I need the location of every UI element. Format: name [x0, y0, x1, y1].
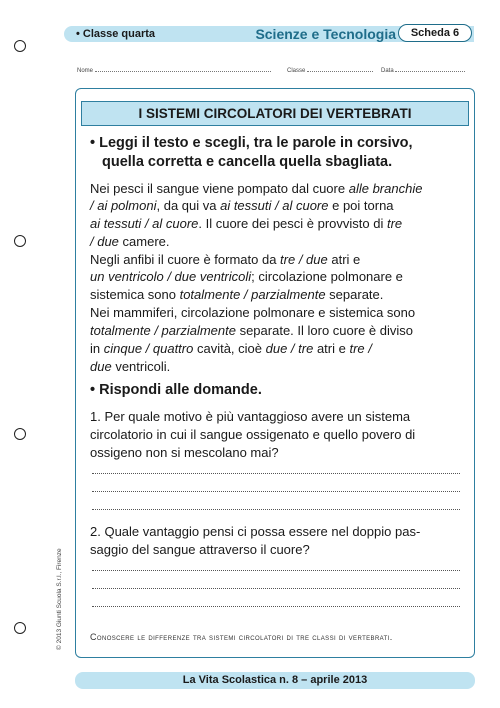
text-span: camere.: [118, 234, 170, 249]
choice-separazione-1[interactable]: totalmente / parzialmente: [179, 287, 326, 302]
date-label: Data: [381, 68, 394, 74]
date-field[interactable]: [381, 66, 465, 74]
choice-ventricoli[interactable]: un ventricolo / due ventricoli: [90, 269, 252, 284]
text-span: , da qui va: [156, 198, 221, 213]
binder-hole-3: [14, 428, 26, 440]
answer-line-1b[interactable]: [92, 491, 460, 492]
question-1-line-3: ossigeno non si mescolano mai?: [90, 445, 279, 460]
instruction-1-line-1: • Leggi il testo e scegli, tra le parole in corsivo,: [90, 135, 413, 151]
answer-line-2c[interactable]: [92, 606, 460, 607]
question-2-line-1: 2. Quale vantaggio pensi ci possa essere nel doppio pas-: [90, 524, 421, 539]
answer-line-2b[interactable]: [92, 588, 460, 589]
paragraph-line-3: [90, 215, 470, 232]
choice-atri[interactable]: due / tre: [265, 341, 314, 356]
text-span: ; circolazione polmonare e: [251, 269, 403, 284]
paragraph-line-7: [90, 286, 470, 303]
paragraph-line-10: [90, 340, 470, 357]
paragraph-line-9: [90, 322, 470, 339]
binder-hole-1: [14, 40, 26, 52]
choice-tre-due-1[interactable]: tre / due: [280, 252, 328, 267]
text-span: sistemica sono: [90, 287, 180, 302]
choice-tre-2[interactable]: tre /: [349, 341, 372, 356]
text-span: . Il cuore dei pesci è provvisto di: [198, 216, 387, 231]
subject-title: Scienze e Tecnologia: [255, 26, 396, 42]
text-span: separate.: [325, 287, 384, 302]
sheet-badge: Scheda 6: [398, 24, 472, 42]
text-span: ventricoli.: [111, 359, 171, 374]
text-span: atri e: [313, 341, 350, 356]
choice-polmoni[interactable]: / ai polmoni: [90, 198, 157, 213]
question-1-line-1: 1. Per quale motivo è più vantaggioso avere un sistema: [90, 409, 411, 424]
binder-hole-4: [14, 622, 26, 634]
instruction-1-line-2: quella corretta e cancella quella sbagliata.: [102, 154, 393, 170]
text-span: separate. Il loro cuore è diviso: [235, 323, 414, 338]
choice-tessuti-cuore-1[interactable]: ai tessuti / al cuore: [220, 198, 329, 213]
text-span: in: [90, 341, 104, 356]
class-label: • Classe quarta: [64, 26, 244, 42]
paragraph-line-1: [90, 180, 470, 197]
class-field-label: Classe: [287, 68, 306, 74]
text-span: cavità, cioè: [193, 341, 266, 356]
learning-goal: Conoscere le differenze tra sistemi circolatori di tre classi di vertebrati.: [90, 632, 393, 642]
text-span: atri e: [327, 252, 361, 267]
choice-due-2[interactable]: due: [90, 359, 112, 374]
choice-branchie[interactable]: alle branchie: [348, 181, 423, 196]
answer-line-2a[interactable]: [92, 570, 460, 571]
name-label: Nome: [77, 68, 94, 74]
paragraph-line-5: [90, 251, 470, 268]
answer-line-1c[interactable]: [92, 509, 460, 510]
question-1-line-2: circolatorio in cui il sangue ossigenato e quello povero di: [90, 427, 416, 442]
binder-hole-2: [14, 235, 26, 247]
text-span: Negli anfibi il cuore è formato da: [90, 252, 281, 267]
name-field[interactable]: [77, 66, 271, 74]
choice-separazione-2[interactable]: totalmente / parzialmente: [90, 323, 236, 338]
text-span: e poi torna: [328, 198, 394, 213]
worksheet-title: I SISTEMI CIRCOLATORI DEI VERTEBRATI: [81, 101, 469, 126]
choice-tre-1[interactable]: tre: [386, 216, 403, 231]
paragraph-line-8: Nei mammiferi, circolazione polmonare e sistemica sono: [90, 305, 416, 320]
question-2-line-2: saggio del sangue attraverso il cuore?: [90, 542, 310, 557]
copyright: © 2013 Giunti Scuola S.r.l., Firenze: [56, 548, 63, 650]
footer: La Vita Scolastica n. 8 – aprile 2013: [75, 672, 475, 689]
paragraph-line-6: [90, 268, 470, 285]
choice-cavita[interactable]: cinque / quattro: [103, 341, 194, 356]
paragraph-line-11: [90, 358, 470, 375]
instruction-2: • Rispondi alle domande.: [90, 382, 262, 398]
choice-tessuti-cuore-2[interactable]: ai tessuti / al cuore: [90, 216, 199, 231]
answer-line-1a[interactable]: [92, 473, 460, 474]
text-span: Nei pesci il sangue viene pompato dal cuore: [90, 181, 349, 196]
choice-due-1[interactable]: / due: [90, 234, 119, 249]
class-field[interactable]: [287, 66, 373, 74]
paragraph-line-4: [90, 233, 470, 250]
paragraph-line-2: [90, 197, 470, 214]
